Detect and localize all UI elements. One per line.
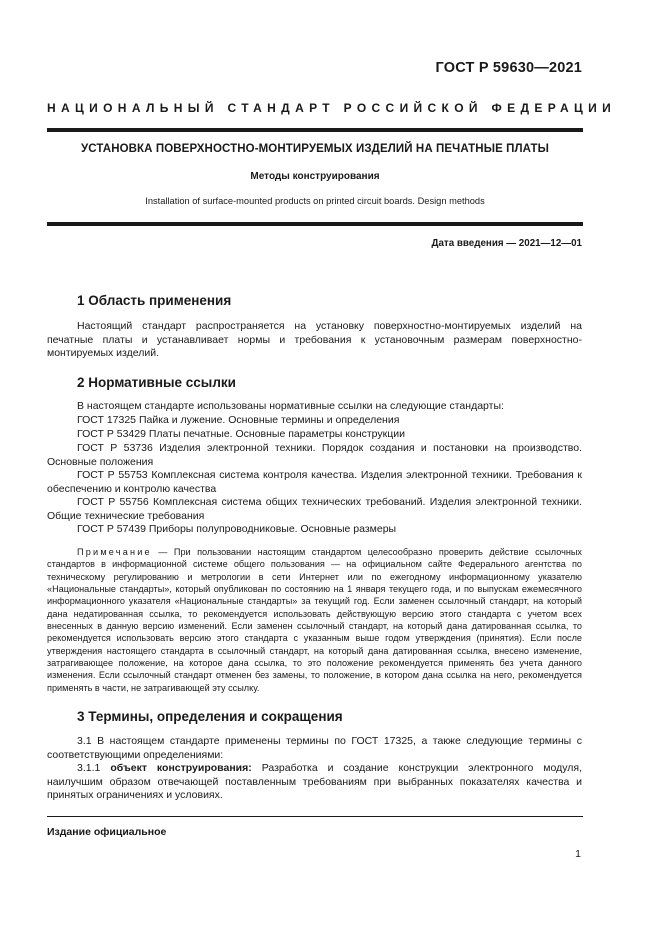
section-1-text: Настоящий стандарт распространяется на установку поверхностно-монтируемых изделий на печатные платы и устанавливает нормы и требования к установочным размерам поверхностно-монтируемых изделий. (47, 320, 582, 360)
document-subtitle: Методы конструирования (250, 171, 380, 182)
normative-ref: ГОСТ Р 53736 Изделия электронной техники. Порядок создания и постановки на производство. Основные положения (47, 442, 582, 468)
normative-ref: ГОСТ Р 57439 Приборы полупроводниковые. Основные размеры (77, 523, 397, 535)
footer-rule (47, 816, 583, 817)
note-text: — При пользовании настоящим стандартом целесообразно проверить действие ссылочных стандартов в информационной системе общего пользования — на официальном сайте Федерального агентства по техническому регулированию и метрологии в сети Интернет или по ежегодному информационному указателю «Национальные стандарты», который опубликован по состоянию на 1 января текущего года, и по выпускам ежемесячного информационного указателя «Национальные стандарты» за текущий год. Если заменен ссылочный стандарт, на который дана недатированная ссылка, то рекомендуется использовать действующую версию этого стандарта с учетом всех внесенных в данную версию изменений. Если заменен ссылочный стандарт, на который дана датированная ссылка, то рекомендуется использовать версию этого стандарта с указанным выше годом утверждения (принятия). Если после утверждения настоящего стандарта в ссылочный стандарт, на который дана датированная ссылка, внесено изменение, затрагивающее положение, на которое дана ссылка, то это положение рекомендуется применять без учета данного изменения. Если ссылочный стандарт отменен без замены, то положение, в котором дана ссылка на него, рекомендуется применять в части, не затрагивающей эту ссылку. (47, 547, 582, 693)
section-2-heading: 2 Нормативные ссылки (77, 375, 236, 390)
introduction-date: Дата введения — 2021—12—01 (431, 238, 582, 249)
english-title: Installation of surface-mounted products on printed circuit boards. Design methods (145, 196, 485, 206)
document-title: УСТАНОВКА ПОВЕРХНОСТНО-МОНТИРУЕМЫХ ИЗДЕЛИЙ НА ПЕЧАТНЫЕ ПЛАТЫ (81, 143, 549, 155)
clause-number: 3.1.1 (77, 762, 111, 774)
term-name: объект конструирования: (110, 762, 252, 774)
top-rule (47, 128, 583, 132)
normative-ref: ГОСТ Р 55756 Комплексная система общих технических требований. Изделия электронной техники. Общие технические требования (47, 496, 582, 522)
normative-ref: ГОСТ 17325 Пайка и лужение. Основные термины и определения (77, 414, 400, 426)
bottom-title-rule (47, 222, 583, 226)
section-1-heading: 1 Область применения (77, 293, 232, 308)
page-number: 1 (575, 848, 581, 860)
normative-ref: ГОСТ Р 53429 Платы печатные. Основные параметры конструкции (77, 428, 405, 440)
national-standard-banner: НАЦИОНАЛЬНЫЙ СТАНДАРТ РОССИЙСКОЙ ФЕДЕРАЦИИ (47, 101, 617, 115)
section-2-intro: В настоящем стандарте использованы нормативные ссылки на следующие стандарты: (77, 400, 504, 412)
normative-ref: ГОСТ Р 55753 Комплексная система контроля качества. Изделия электронной техники. Требования к обеспечению и контролю качества (47, 469, 582, 495)
section-3-paragraph-1: 3.1 В настоящем стандарте применены термины по ГОСТ 17325, а также следующие термины с соответствующими определениями: (47, 735, 582, 761)
note-label: Примечание (77, 547, 152, 557)
standard-code: ГОСТ Р 59630—2021 (435, 60, 582, 76)
term-definition: Разработка и создание конструкции электронного модуля, наилучшим образом отвечающей поставленным требованиям при выбранных показателях качества и принятых ограничениях и условиях. (47, 762, 582, 802)
official-edition-label: Издание официальное (47, 826, 167, 838)
section-3-heading: 3 Термины, определения и сокращения (77, 709, 343, 724)
section-2-note (47, 546, 582, 694)
section-3-paragraph-2 (47, 762, 582, 803)
